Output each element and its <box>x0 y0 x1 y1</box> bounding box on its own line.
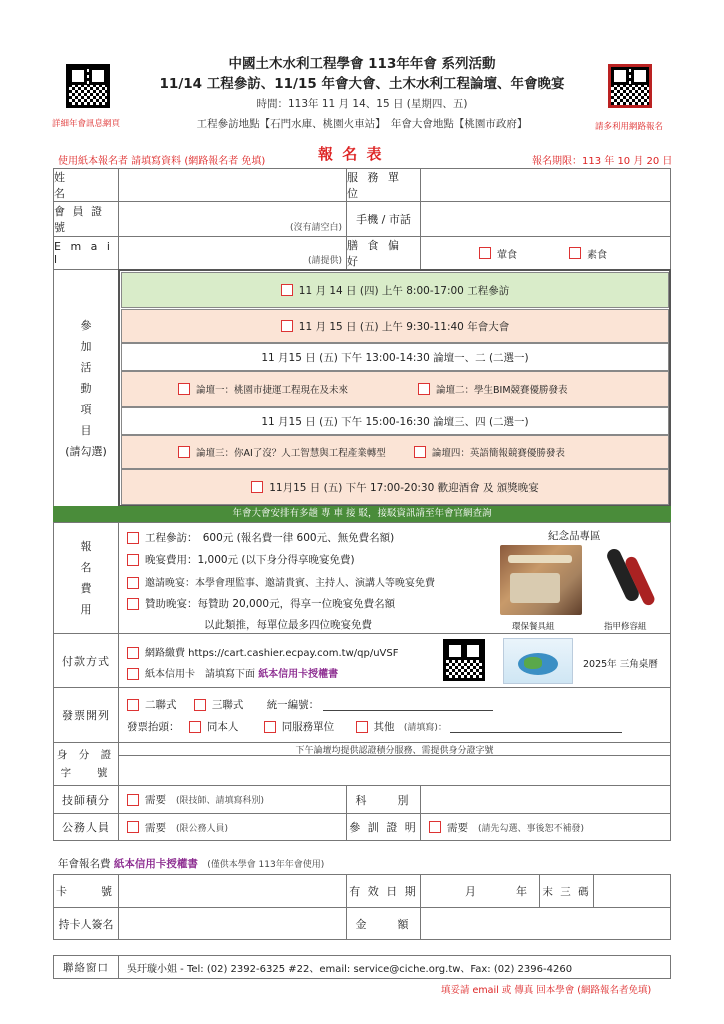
forum-34-header <box>121 407 669 435</box>
act-char-2: 加 <box>80 339 92 353</box>
cert-need: 需要 <box>447 821 468 834</box>
invoice-unit-checkbox[interactable] <box>264 721 276 733</box>
payment-online-text: 網路繳費 https://cart.cashier.ecpay.com.tw/qp/uVSF <box>145 648 399 659</box>
forum-3-text: 論壇三：你AI了沒？人工智慧與工程產業轉型 <box>196 448 386 459</box>
subject-label: 科 別 <box>346 785 421 814</box>
dinner-checkbox[interactable] <box>251 481 263 493</box>
fee-char-1: 報 <box>80 540 92 553</box>
payment-card <box>127 665 338 680</box>
card-no-field[interactable] <box>118 874 347 908</box>
meal-options <box>420 236 671 270</box>
fee-invited <box>127 574 435 589</box>
qr-right-label: 請多利用網路報名 <box>595 122 664 132</box>
activity-annual-meeting <box>121 309 669 343</box>
footer-note: 填妥請 email 或 傳真 回本學會 (網路報名者免填) <box>441 985 652 996</box>
qr-left-label: 詳細年會訊息網頁 <box>52 119 121 129</box>
dinner-text: 11月15 日 (五) 下午 17:00-20:30 歡迎酒會 及 頒獎晚宴 <box>269 481 539 494</box>
cvv-field[interactable] <box>593 874 671 908</box>
payment-label: 付款方式 <box>53 633 119 688</box>
site-visit-checkbox[interactable] <box>281 284 293 296</box>
act-char-5: 項 <box>80 402 92 416</box>
civil-label: 公務人員 <box>53 813 119 841</box>
payment-online-checkbox[interactable] <box>127 647 139 659</box>
calendar-label: 2025年 三角桌曆 <box>583 659 658 670</box>
forum-34-options <box>121 435 669 469</box>
civil-note: (限公務人員) <box>176 823 229 834</box>
card-heading-note: (僅供本學會 113年年會使用) <box>207 860 325 870</box>
act-char-4: 動 <box>80 381 92 395</box>
payment-card-link[interactable]: 紙本信用卡授權書 <box>258 669 339 680</box>
email-label: E m a i l <box>53 236 119 270</box>
cert-checkbox[interactable] <box>429 821 441 833</box>
name-field[interactable] <box>118 168 347 202</box>
phone-field[interactable] <box>420 201 671 237</box>
fee-char-2: 名 <box>80 561 92 574</box>
forum-3-checkbox[interactable] <box>178 446 190 458</box>
civil-need: 需要 <box>145 821 166 834</box>
meat-label: 葷食 <box>497 249 517 261</box>
veg-label: 素食 <box>587 249 607 261</box>
veg-checkbox[interactable] <box>569 247 581 259</box>
card-heading-prefix: 年會報名費 <box>58 858 111 870</box>
payment-card-checkbox[interactable] <box>127 668 139 680</box>
invoice-tri-label: 三聯式 <box>211 699 244 711</box>
calendar-image <box>503 638 573 684</box>
tax-id-label: 統一編號： <box>266 699 320 711</box>
invoice-other-note: (請填寫)： <box>403 723 447 733</box>
contact-label: 聯絡窗口 <box>53 955 119 979</box>
event-time: 時間：113年 11 月 14、15 日 (星期四、五) <box>256 98 468 110</box>
card-heading-link: 紙本信用卡授權書 <box>113 858 198 870</box>
deadline: 報名期限：113 年 10 月 20 日 <box>532 156 673 167</box>
card-form-heading <box>58 856 324 871</box>
act-char-3: 活 <box>80 360 92 374</box>
forum-4-checkbox[interactable] <box>414 446 426 458</box>
forum-4-text: 論壇四：英語簡報競賽優勝發表 <box>431 448 565 459</box>
payment-online <box>127 644 398 659</box>
forum-2-checkbox[interactable] <box>418 383 430 395</box>
fee-invited-text: 邀請晚宴：本學會理監事、邀請貴賓、主持人、演講人等晚宴免費 <box>145 578 435 589</box>
tech-label: 技師積分 <box>53 785 119 814</box>
cert-note: (請先勾選、事後恕不補發) <box>478 823 585 834</box>
card-no-label: 卡 號 <box>53 874 119 908</box>
tech-note: (限技師、請填寫科別) <box>176 796 265 806</box>
activity-dinner <box>121 469 669 505</box>
id-note-area <box>118 742 671 756</box>
forum-1-text: 論壇一：桃園市捷運工程現在及未來 <box>196 385 349 396</box>
holder-label: 持卡人簽名 <box>53 907 119 940</box>
meal-label: 膳 食 偏 好 <box>346 236 421 270</box>
tax-id-field[interactable] <box>323 700 493 711</box>
annual-meeting-text: 11 月 15 日 (五) 上午 9:30-11:40 年會大會 <box>298 320 510 333</box>
member-id-note: (沒有請空白) <box>289 223 342 233</box>
email-field[interactable] <box>118 236 347 270</box>
invoice-other-field[interactable] <box>450 722 622 733</box>
site-visit-text: 11 月 14 日 (四) 上午 8:00-17:00 工程參訪 <box>298 284 510 297</box>
invoice-header-label: 發票抬頭： <box>127 721 180 733</box>
fees-label <box>53 522 119 634</box>
id-field[interactable] <box>118 755 671 786</box>
act-char-6: 目 <box>80 423 92 437</box>
tech-need: 需要 <box>145 794 166 806</box>
invoice-area <box>118 687 671 743</box>
souvenir-cutlery-label: 環保餐具組 <box>512 622 555 632</box>
subject-field[interactable] <box>420 785 671 814</box>
event-title: 中國土木水利工程學會 113年年會 系列活動 <box>228 56 496 72</box>
act-char-1: 參 <box>80 318 92 332</box>
souvenir-nail-image <box>594 545 664 615</box>
invoice-label: 發票開列 <box>53 687 119 743</box>
activities-label <box>53 269 119 507</box>
fee-site-visit-checkbox[interactable] <box>127 532 139 544</box>
fee-char-3: 費 <box>80 582 92 595</box>
cert-label: 參 訓 證 明 <box>346 813 421 841</box>
unit-label: 服 務 單 位 <box>346 168 421 202</box>
expiry-field[interactable] <box>420 874 540 908</box>
expiry-label: 有 效 日 期 <box>346 874 421 908</box>
forum-12-text: 11 月15 日 (五) 下午 13:00-14:30 論壇一、二 (二選一) <box>261 351 529 364</box>
expiry-year: 年 <box>516 885 527 898</box>
invoice-self-checkbox[interactable] <box>189 721 201 733</box>
phone-label: 手機 / 市話 <box>346 201 421 237</box>
form-title: 報 名 表 <box>318 145 384 163</box>
event-subtitle: 11/14 工程參訪、11/15 年會大會、土木水利工程論壇、年會晚宴 <box>159 76 565 92</box>
fee-sponsor <box>127 596 395 611</box>
id-label-1: 身 分 證 <box>56 749 116 761</box>
invoice-row1 <box>127 697 493 712</box>
annual-meeting-checkbox[interactable] <box>281 320 293 332</box>
forum-34-text: 11 月15 日 (五) 下午 15:00-16:30 論壇三、四 (二選一) <box>261 415 529 428</box>
member-id-field[interactable] <box>118 201 347 237</box>
fee-site-visit <box>127 530 394 545</box>
civil-checkbox[interactable] <box>127 821 139 833</box>
amount-label: 金 額 <box>346 907 421 940</box>
forum-2-text: 論壇二：學生BIM競賽優勝發表 <box>436 385 568 396</box>
cvv-label: 末 三 碼 <box>539 874 594 908</box>
activity-site-visit <box>121 272 669 308</box>
invoice-row2 <box>127 719 622 734</box>
forum-12-options <box>121 371 669 407</box>
fee-site-visit-text: 工程參訪： 600元 (報名費一律 600元、無免費名額) <box>145 532 395 544</box>
contact-info <box>118 955 671 979</box>
contact-text: 吳玗璇小姐 - Tel: (02) 2392-6325 #22、email: service@ciche.org.tw、Fax: (02) 2396-4260 <box>127 963 573 975</box>
civil-area <box>118 813 347 841</box>
fee-sponsor-note: 以此類推，每單位最多四位晚宴免費 <box>204 619 372 631</box>
cert-area <box>420 813 671 841</box>
fee-dinner-text: 晚宴費用：1,000元 (以下身分得享晚宴免費) <box>145 554 355 566</box>
id-note: 下午論壇均提供認證積分服務、需提供身分證字號 <box>295 745 494 756</box>
invoice-dup-label: 二聯式 <box>145 699 177 711</box>
fee-dinner-checkbox[interactable] <box>127 554 139 566</box>
shuttle-banner: 年會大會安排有多趟 專 車 接 駁，接駁資訊請至年會官網查詢 <box>53 506 671 522</box>
invoice-other-checkbox[interactable] <box>356 721 368 733</box>
fee-sponsor-text: 贊助晚宴：每贊助 20,000元，得享一位晚宴免費名額 <box>145 598 396 610</box>
payment-qr-code[interactable] <box>443 639 485 681</box>
fee-dinner <box>127 552 355 567</box>
fee-invited-checkbox[interactable] <box>127 577 139 589</box>
paper-form-note: 使用紙本報名者 請填寫資料 (網路報名者 免填) <box>58 156 266 167</box>
email-note: (請提供) <box>307 256 342 266</box>
name-label: 姓 名 <box>53 168 119 202</box>
invoice-other-label: 其他 <box>373 721 395 733</box>
meat-checkbox[interactable] <box>479 247 491 259</box>
id-label <box>53 742 119 786</box>
fee-char-4: 用 <box>80 603 92 616</box>
tech-checkbox[interactable] <box>127 794 139 806</box>
souvenir-title: 紀念品專區 <box>548 530 601 542</box>
payment-card-text: 紙本信用卡 請填寫下面 <box>145 669 255 680</box>
invoice-dup-checkbox[interactable] <box>127 699 139 711</box>
souvenir-cutlery-image <box>500 545 582 615</box>
amount-field[interactable] <box>420 907 671 940</box>
member-id-label: 會 員 證 號 <box>53 201 119 237</box>
act-note: (請勾選) <box>65 444 107 458</box>
expiry-month: 月 <box>465 885 476 898</box>
holder-field[interactable] <box>118 907 347 940</box>
id-label-2: 字 號 <box>60 767 112 779</box>
invoice-unit-label: 同服務單位 <box>281 721 335 733</box>
invoice-self-label: 同本人 <box>206 721 239 733</box>
event-venues: 工程參訪地點【石門水庫、桃園火車站】 年會大會地點【桃園市政府】 <box>196 118 528 130</box>
forum-12-header <box>121 343 669 371</box>
forum-1-checkbox[interactable] <box>178 383 190 395</box>
tech-area <box>118 785 347 814</box>
souvenir-nail-label: 指甲修容組 <box>604 622 647 632</box>
fee-sponsor-checkbox[interactable] <box>127 598 139 610</box>
invoice-tri-checkbox[interactable] <box>194 699 206 711</box>
unit-field[interactable] <box>420 168 671 202</box>
